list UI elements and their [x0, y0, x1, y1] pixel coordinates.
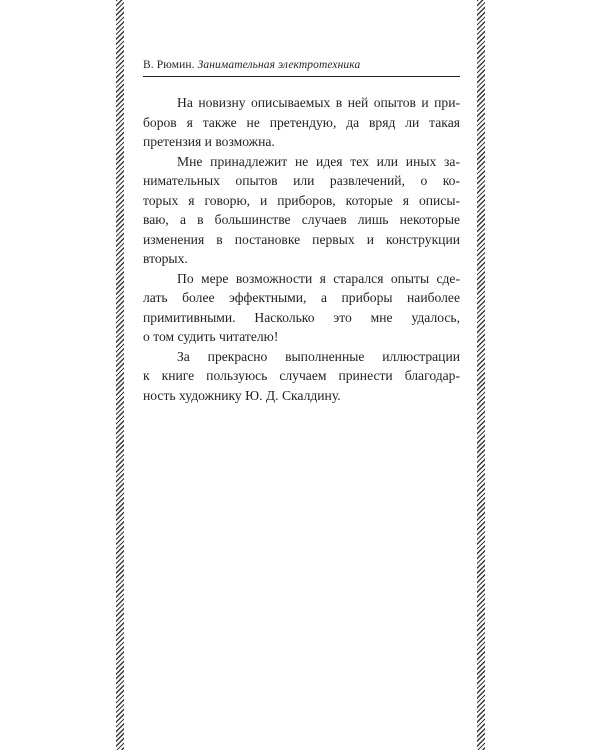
text-line: По мере возможности я старался опыты сде-	[177, 270, 460, 286]
running-head-rule	[143, 76, 460, 77]
left-hatched-border	[116, 0, 124, 750]
body-text	[143, 93, 460, 405]
text-line: примитивными. Насколько это мне удалось,	[143, 309, 460, 325]
running-head-author: В. Рюмин.	[143, 59, 195, 71]
paragraph	[143, 347, 460, 406]
text-line: о том судить читателю!	[143, 329, 279, 344]
paragraph	[143, 152, 460, 269]
text-line: За прекрасно выполненные иллюстрации	[177, 348, 460, 364]
text-line: вторых.	[143, 251, 188, 266]
running-head	[143, 58, 460, 72]
text-line: Мне принадлежит не идея тех или иных за-	[177, 153, 460, 169]
right-hatched-border	[477, 0, 485, 750]
text-line: лать более эффектными, а приборы наиболее	[143, 290, 460, 305]
text-line: боров я также не претендую, да вряд ли такая	[143, 114, 460, 130]
text-line: изменения в постановке первых и конструкции	[143, 231, 460, 247]
text-line: ваю, а в большинстве случаев лишь некоторые	[143, 212, 460, 227]
text-line: ность художнику Ю. Д. Скалдину.	[143, 387, 341, 403]
text-line: претензия и возможна.	[143, 134, 275, 149]
text-line: к книге пользуюсь случаем принести благодар-	[143, 368, 460, 383]
paragraph	[143, 93, 460, 152]
text-line: На новизну описываемых в ней опытов и при-	[177, 95, 460, 110]
paragraph	[143, 269, 460, 347]
running-head-title: Занимательная электротехника	[197, 59, 361, 71]
text-line: торых я говорю, и приборов, которые я описы-	[143, 192, 460, 208]
text-line: нимательных опытов или развлечений, о ко-	[143, 173, 460, 188]
